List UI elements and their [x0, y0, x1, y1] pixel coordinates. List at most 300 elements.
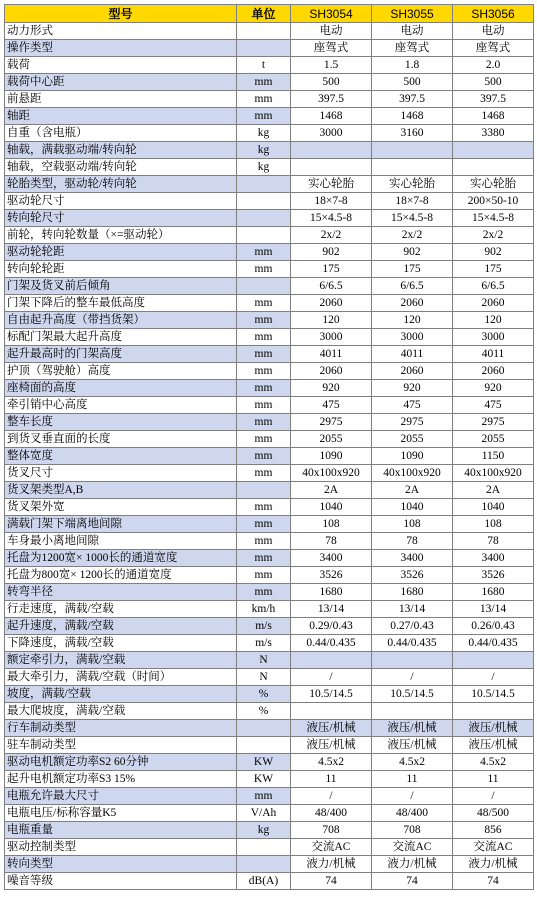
spec-value-cell: 2060 — [453, 363, 534, 380]
spec-value-cell: 液力/机械 — [291, 856, 372, 873]
spec-name-cell: 额定牵引力，满载/空载 — [5, 652, 237, 669]
spec-name-cell: 牵引销中心高度 — [5, 397, 237, 414]
spec-name-cell: 门架及货叉前后倾角 — [5, 278, 237, 295]
spec-unit-cell — [237, 193, 291, 210]
spec-value-cell: 902 — [453, 244, 534, 261]
spec-value-cell: 0.27/0.43 — [372, 618, 453, 635]
table-row — [5, 720, 534, 737]
spec-value-cell: 920 — [372, 380, 453, 397]
spec-unit-cell — [237, 23, 291, 40]
spec-name-cell: 轴距 — [5, 108, 237, 125]
spec-value-cell: 2060 — [291, 295, 372, 312]
spec-value-cell: 4011 — [372, 346, 453, 363]
table-row — [5, 397, 534, 414]
table-row — [5, 703, 534, 720]
spec-value-cell: 2x/2 — [291, 227, 372, 244]
spec-value-cell: 3526 — [372, 567, 453, 584]
spec-value-cell: 15×4.5-8 — [291, 210, 372, 227]
spec-name-cell: 自由起升高度（带挡货架） — [5, 312, 237, 329]
table-row — [5, 278, 534, 295]
spec-value-cell: 液压/机械 — [372, 720, 453, 737]
spec-value-cell — [291, 159, 372, 176]
spec-table — [4, 4, 534, 890]
table-row — [5, 380, 534, 397]
spec-name-cell: 噪音等级 — [5, 873, 237, 890]
header-name-cell: 型号 — [5, 5, 237, 23]
spec-unit-cell — [237, 720, 291, 737]
spec-value-cell: 交流AC — [372, 839, 453, 856]
spec-name-cell: 货叉尺寸 — [5, 465, 237, 482]
spec-value-cell: 电动 — [372, 23, 453, 40]
spec-unit-cell: mm — [237, 516, 291, 533]
spec-name-cell: 驱动控制类型 — [5, 839, 237, 856]
table-row — [5, 142, 534, 159]
spec-value-cell: 6/6.5 — [453, 278, 534, 295]
spec-value-cell — [453, 142, 534, 159]
spec-value-cell: 电动 — [291, 23, 372, 40]
spec-unit-cell: mm — [237, 244, 291, 261]
spec-name-cell: 整体宽度 — [5, 448, 237, 465]
spec-name-cell: 电瓶重量 — [5, 822, 237, 839]
spec-value-cell: 3000 — [453, 329, 534, 346]
spec-value-cell — [453, 703, 534, 720]
spec-value-cell: 2055 — [291, 431, 372, 448]
spec-unit-cell — [237, 856, 291, 873]
table-row — [5, 23, 534, 40]
spec-value-cell: 78 — [372, 533, 453, 550]
spec-value-cell: 18×7-8 — [291, 193, 372, 210]
spec-value-cell: 0.44/0.435 — [372, 635, 453, 652]
spec-value-cell: 40x100x920 — [291, 465, 372, 482]
spec-value-cell: 475 — [453, 397, 534, 414]
spec-name-cell: 起升电机额定功率S3 15% — [5, 771, 237, 788]
spec-name-cell: 转向轮轮距 — [5, 261, 237, 278]
spec-unit-cell: % — [237, 686, 291, 703]
spec-value-cell: 3380 — [453, 125, 534, 142]
spec-value-cell: 40x100x920 — [372, 465, 453, 482]
table-row — [5, 261, 534, 278]
spec-name-cell: 货叉架类型A,B — [5, 482, 237, 499]
spec-value-cell: 108 — [291, 516, 372, 533]
spec-name-cell: 前轮，转向轮数量（×=驱动轮） — [5, 227, 237, 244]
spec-value-cell: 902 — [372, 244, 453, 261]
spec-unit-cell: km/h — [237, 601, 291, 618]
spec-value-cell: 1468 — [291, 108, 372, 125]
spec-name-cell: 座椅面的高度 — [5, 380, 237, 397]
spec-value-cell: 200×50-10 — [453, 193, 534, 210]
spec-value-cell: 78 — [291, 533, 372, 550]
spec-value-cell: 0.44/0.435 — [453, 635, 534, 652]
spec-value-cell: 13/14 — [291, 601, 372, 618]
table-row — [5, 346, 534, 363]
spec-name-cell: 门架下降后的整车最低高度 — [5, 295, 237, 312]
spec-unit-cell: mm — [237, 533, 291, 550]
spec-value-cell: 1468 — [453, 108, 534, 125]
table-row — [5, 584, 534, 601]
spec-value-cell: 397.5 — [372, 91, 453, 108]
spec-value-cell: 4.5x2 — [453, 754, 534, 771]
spec-value-cell: 15×4.5-8 — [453, 210, 534, 227]
spec-value-cell: 397.5 — [453, 91, 534, 108]
spec-unit-cell: mm — [237, 295, 291, 312]
spec-unit-cell: mm — [237, 261, 291, 278]
spec-unit-cell: mm — [237, 312, 291, 329]
spec-name-cell: 转向轮尺寸 — [5, 210, 237, 227]
spec-name-cell: 最大爬坡度，满载/空载 — [5, 703, 237, 720]
spec-value-cell: 1090 — [291, 448, 372, 465]
spec-name-cell: 车身最小离地间隙 — [5, 533, 237, 550]
spec-value-cell: 78 — [453, 533, 534, 550]
spec-name-cell: 轮胎类型，驱动轮/转向轮 — [5, 176, 237, 193]
table-row — [5, 193, 534, 210]
spec-name-cell: 行走速度，满载/空载 — [5, 601, 237, 618]
spec-value-cell: 708 — [372, 822, 453, 839]
spec-value-cell: 1.8 — [372, 57, 453, 74]
spec-value-cell: 902 — [291, 244, 372, 261]
spec-value-cell: 2060 — [291, 363, 372, 380]
table-row — [5, 159, 534, 176]
spec-value-cell: 1680 — [453, 584, 534, 601]
spec-unit-cell: kg — [237, 822, 291, 839]
spec-unit-cell — [237, 40, 291, 57]
table-row — [5, 754, 534, 771]
spec-value-cell: / — [291, 669, 372, 686]
spec-value-cell: 2.0 — [453, 57, 534, 74]
spec-unit-cell: dB(A) — [237, 873, 291, 890]
spec-value-cell: 1150 — [453, 448, 534, 465]
spec-value-cell: 3400 — [291, 550, 372, 567]
spec-name-cell: 转向类型 — [5, 856, 237, 873]
spec-value-cell: 2060 — [453, 295, 534, 312]
spec-value-cell: 0.26/0.43 — [453, 618, 534, 635]
spec-value-cell: 实心轮胎 — [291, 176, 372, 193]
spec-value-cell: 4011 — [291, 346, 372, 363]
spec-value-cell: 11 — [453, 771, 534, 788]
spec-value-cell — [291, 142, 372, 159]
spec-value-cell: 电动 — [453, 23, 534, 40]
spec-value-cell: 10.5/14.5 — [372, 686, 453, 703]
spec-value-cell — [291, 652, 372, 669]
spec-name-cell: 驻车制动类型 — [5, 737, 237, 754]
spec-value-cell: 2A — [291, 482, 372, 499]
spec-unit-cell: V/Ah — [237, 805, 291, 822]
spec-value-cell: 15×4.5-8 — [372, 210, 453, 227]
table-row — [5, 652, 534, 669]
spec-value-cell — [453, 159, 534, 176]
table-row — [5, 91, 534, 108]
table-row — [5, 312, 534, 329]
spec-value-cell: 液压/机械 — [291, 720, 372, 737]
table-row — [5, 295, 534, 312]
spec-value-cell: 708 — [291, 822, 372, 839]
spec-value-cell: 3526 — [291, 567, 372, 584]
table-row — [5, 533, 534, 550]
spec-name-cell: 驱动轮轮距 — [5, 244, 237, 261]
spec-unit-cell: m/s — [237, 618, 291, 635]
spec-name-cell: 前悬距 — [5, 91, 237, 108]
spec-unit-cell: mm — [237, 465, 291, 482]
spec-name-cell: 托盘为1200宽× 1000长的通道宽度 — [5, 550, 237, 567]
spec-value-cell: 液力/机械 — [453, 856, 534, 873]
spec-value-cell: / — [453, 788, 534, 805]
spec-value-cell: 74 — [291, 873, 372, 890]
spec-value-cell: 475 — [372, 397, 453, 414]
spec-value-cell — [453, 652, 534, 669]
spec-value-cell: 2A — [453, 482, 534, 499]
table-row — [5, 40, 534, 57]
spec-value-cell: 2060 — [372, 363, 453, 380]
table-row — [5, 771, 534, 788]
spec-value-cell: 6/6.5 — [372, 278, 453, 295]
table-row — [5, 788, 534, 805]
table-row — [5, 74, 534, 91]
spec-value-cell: 18×7-8 — [372, 193, 453, 210]
spec-value-cell: 3526 — [453, 567, 534, 584]
spec-value-cell: 0.44/0.435 — [291, 635, 372, 652]
spec-value-cell: 3160 — [372, 125, 453, 142]
table-row — [5, 431, 534, 448]
spec-name-cell: 驱动轮尺寸 — [5, 193, 237, 210]
spec-unit-cell: mm — [237, 414, 291, 431]
spec-value-cell: 4011 — [453, 346, 534, 363]
spec-value-cell: 座驾式 — [291, 40, 372, 57]
spec-name-cell: 托盘为800宽× 1200长的通道宽度 — [5, 567, 237, 584]
spec-unit-cell: mm — [237, 108, 291, 125]
spec-value-cell: 397.5 — [291, 91, 372, 108]
spec-name-cell: 护顶（驾驶舱）高度 — [5, 363, 237, 380]
spec-value-cell: 0.29/0.43 — [291, 618, 372, 635]
table-row — [5, 686, 534, 703]
table-row — [5, 669, 534, 686]
spec-value-cell: 1468 — [372, 108, 453, 125]
spec-name-cell: 电瓶电压/标称容量K5 — [5, 805, 237, 822]
spec-name-cell: 载荷 — [5, 57, 237, 74]
spec-name-cell: 行车制动类型 — [5, 720, 237, 737]
spec-value-cell: 2A — [372, 482, 453, 499]
table-row — [5, 363, 534, 380]
table-row — [5, 839, 534, 856]
spec-unit-cell: N — [237, 652, 291, 669]
spec-value-cell: 40x100x920 — [453, 465, 534, 482]
spec-unit-cell — [237, 227, 291, 244]
spec-value-cell: 74 — [453, 873, 534, 890]
header-model-cell: SH3055 — [372, 5, 453, 23]
spec-name-cell: 载荷中心距 — [5, 74, 237, 91]
spec-value-cell: 2x/2 — [372, 227, 453, 244]
spec-value-cell: 108 — [453, 516, 534, 533]
header-unit-cell: 单位 — [237, 5, 291, 23]
spec-name-cell: 轴载，满载驱动端/转向轮 — [5, 142, 237, 159]
spec-value-cell — [372, 652, 453, 669]
spec-value-cell — [372, 142, 453, 159]
spec-value-cell: 4.5x2 — [291, 754, 372, 771]
header-row — [5, 5, 534, 23]
spec-unit-cell: mm — [237, 380, 291, 397]
spec-name-cell: 电瓶允许最大尺寸 — [5, 788, 237, 805]
spec-unit-cell: KW — [237, 754, 291, 771]
table-row — [5, 635, 534, 652]
spec-value-cell: 120 — [291, 312, 372, 329]
spec-unit-cell: mm — [237, 431, 291, 448]
spec-value-cell: 175 — [453, 261, 534, 278]
spec-unit-cell: kg — [237, 125, 291, 142]
spec-unit-cell: mm — [237, 788, 291, 805]
table-row — [5, 805, 534, 822]
table-row — [5, 482, 534, 499]
spec-value-cell: 120 — [453, 312, 534, 329]
spec-value-cell: 实心轮胎 — [453, 176, 534, 193]
spec-value-cell: 实心轮胎 — [372, 176, 453, 193]
spec-value-cell: 108 — [372, 516, 453, 533]
spec-value-cell: / — [372, 788, 453, 805]
spec-value-cell: 1040 — [291, 499, 372, 516]
spec-name-cell: 起升最高时的门架高度 — [5, 346, 237, 363]
spec-unit-cell: m/s — [237, 635, 291, 652]
spec-value-cell: 48/400 — [372, 805, 453, 822]
spec-value-cell: 1090 — [372, 448, 453, 465]
spec-unit-cell — [237, 737, 291, 754]
table-row — [5, 57, 534, 74]
spec-unit-cell: KW — [237, 771, 291, 788]
spec-value-cell: 2x/2 — [453, 227, 534, 244]
spec-value-cell: 液压/机械 — [453, 720, 534, 737]
spec-unit-cell — [237, 176, 291, 193]
spec-name-cell: 驱动电机额定功率S2 60分钟 — [5, 754, 237, 771]
spec-value-cell: 3400 — [372, 550, 453, 567]
spec-unit-cell: mm — [237, 329, 291, 346]
spec-value-cell: 500 — [453, 74, 534, 91]
spec-value-cell: 3000 — [291, 329, 372, 346]
spec-value-cell: 1680 — [372, 584, 453, 601]
spec-name-cell: 转弯半径 — [5, 584, 237, 601]
table-row — [5, 822, 534, 839]
spec-value-cell: 座驾式 — [453, 40, 534, 57]
spec-unit-cell: mm — [237, 567, 291, 584]
spec-value-cell: 500 — [372, 74, 453, 91]
spec-unit-cell: mm — [237, 91, 291, 108]
spec-unit-cell: mm — [237, 74, 291, 91]
spec-value-cell: 2055 — [453, 431, 534, 448]
spec-unit-cell: mm — [237, 346, 291, 363]
spec-name-cell: 操作类型 — [5, 40, 237, 57]
spec-value-cell: 6/6.5 — [291, 278, 372, 295]
spec-value-cell: 13/14 — [372, 601, 453, 618]
spec-unit-cell — [237, 839, 291, 856]
spec-value-cell: 10.5/14.5 — [453, 686, 534, 703]
table-row — [5, 125, 534, 142]
spec-value-cell: 13/14 — [453, 601, 534, 618]
spec-value-cell: 11 — [372, 771, 453, 788]
spec-value-cell: 856 — [453, 822, 534, 839]
header-model-cell: SH3056 — [453, 5, 534, 23]
table-row — [5, 244, 534, 261]
table-row — [5, 108, 534, 125]
spec-value-cell: 2975 — [372, 414, 453, 431]
table-row — [5, 448, 534, 465]
spec-unit-cell: kg — [237, 159, 291, 176]
spec-table-body — [5, 23, 534, 890]
spec-value-cell: 500 — [291, 74, 372, 91]
spec-name-cell: 标配门架最大起升高度 — [5, 329, 237, 346]
spec-value-cell: 2055 — [372, 431, 453, 448]
spec-value-cell: 液压/机械 — [291, 737, 372, 754]
spec-value-cell: 交流AC — [453, 839, 534, 856]
spec-value-cell: 2975 — [291, 414, 372, 431]
table-row — [5, 856, 534, 873]
spec-value-cell: 3000 — [372, 329, 453, 346]
table-row — [5, 567, 534, 584]
spec-unit-cell: N — [237, 669, 291, 686]
table-row — [5, 618, 534, 635]
table-row — [5, 516, 534, 533]
spec-name-cell: 自重（含电瓶） — [5, 125, 237, 142]
spec-unit-cell: kg — [237, 142, 291, 159]
table-row — [5, 227, 534, 244]
spec-value-cell: 3400 — [453, 550, 534, 567]
spec-value-cell: 120 — [372, 312, 453, 329]
spec-value-cell: 液压/机械 — [453, 737, 534, 754]
table-row — [5, 414, 534, 431]
spec-value-cell — [291, 703, 372, 720]
spec-value-cell: 1.5 — [291, 57, 372, 74]
spec-unit-cell — [237, 210, 291, 227]
spec-value-cell: 74 — [372, 873, 453, 890]
spec-value-cell: 920 — [453, 380, 534, 397]
spec-value-cell: 4.5x2 — [372, 754, 453, 771]
spec-unit-cell — [237, 278, 291, 295]
spec-unit-cell — [237, 482, 291, 499]
spec-value-cell — [372, 703, 453, 720]
spec-name-cell: 起升速度，满载/空载 — [5, 618, 237, 635]
spec-name-cell: 动力形式 — [5, 23, 237, 40]
spec-value-cell: 1040 — [372, 499, 453, 516]
table-row — [5, 176, 534, 193]
spec-unit-cell: mm — [237, 550, 291, 567]
spec-value-cell: 48/500 — [453, 805, 534, 822]
spec-unit-cell: mm — [237, 363, 291, 380]
spec-value-cell: 1680 — [291, 584, 372, 601]
spec-name-cell: 坡度，满载/空载 — [5, 686, 237, 703]
spec-value-cell: 11 — [291, 771, 372, 788]
spec-value-cell: 液力/机械 — [372, 856, 453, 873]
spec-unit-cell: mm — [237, 397, 291, 414]
spec-name-cell: 最大牵引力，满载/空载（时间） — [5, 669, 237, 686]
table-row — [5, 499, 534, 516]
table-row — [5, 737, 534, 754]
spec-unit-cell: mm — [237, 584, 291, 601]
spec-value-cell: 1040 — [453, 499, 534, 516]
spec-value-cell: 48/400 — [291, 805, 372, 822]
spec-name-cell: 满载门架下端离地间隙 — [5, 516, 237, 533]
spec-unit-cell: t — [237, 57, 291, 74]
spec-name-cell: 到货叉垂直面的长度 — [5, 431, 237, 448]
table-row — [5, 329, 534, 346]
spec-value-cell: 2975 — [453, 414, 534, 431]
spec-value-cell: / — [372, 669, 453, 686]
header-model-cell: SH3054 — [291, 5, 372, 23]
table-row — [5, 873, 534, 890]
spec-value-cell: 475 — [291, 397, 372, 414]
table-row — [5, 210, 534, 227]
spec-value-cell: 3000 — [291, 125, 372, 142]
spec-value-cell: 液压/机械 — [372, 737, 453, 754]
spec-name-cell: 货叉架外宽 — [5, 499, 237, 516]
table-row — [5, 550, 534, 567]
spec-name-cell: 整车长度 — [5, 414, 237, 431]
spec-value-cell — [372, 159, 453, 176]
table-row — [5, 601, 534, 618]
spec-value-cell: 920 — [291, 380, 372, 397]
